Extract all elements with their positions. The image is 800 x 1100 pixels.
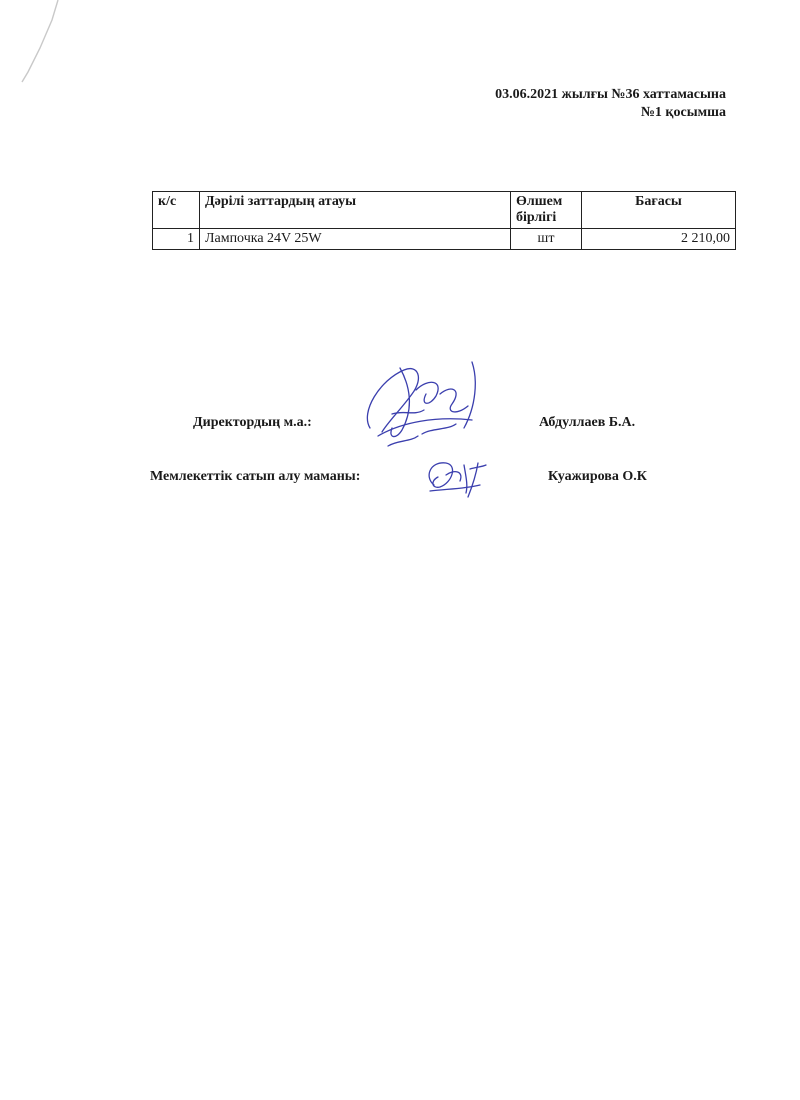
- director-name: Абдуллаев Б.А.: [539, 415, 636, 430]
- cell-unit: шт: [511, 229, 582, 250]
- cell-price: 2 210,00: [582, 229, 736, 250]
- procurement-title: Мемлекеттік сатып алу маманы:: [150, 469, 361, 484]
- col-header-name: Дәрілі заттардың атауы: [200, 192, 511, 229]
- appendix-header: [495, 86, 726, 122]
- items-table: [152, 191, 736, 250]
- director-title: Директордың м.а.:: [193, 415, 312, 430]
- cell-number: 1: [153, 229, 200, 250]
- cell-name: Лампочка 24V 25W: [200, 229, 511, 250]
- director-signature: [352, 350, 502, 460]
- table-row: [153, 229, 736, 250]
- appendix-number: №1 қосымша: [640, 105, 726, 120]
- col-header-price: Бағасы: [582, 192, 736, 229]
- col-header-unit: Өлшем бірлігі: [511, 192, 582, 229]
- col-header-number: к/с: [153, 192, 200, 229]
- table-header-row: [153, 192, 736, 229]
- procurement-signature: [420, 455, 490, 500]
- procurement-name: Куажирова О.К: [548, 469, 647, 484]
- protocol-reference: 03.06.2021 жылғы №36 хаттамасына: [495, 87, 726, 102]
